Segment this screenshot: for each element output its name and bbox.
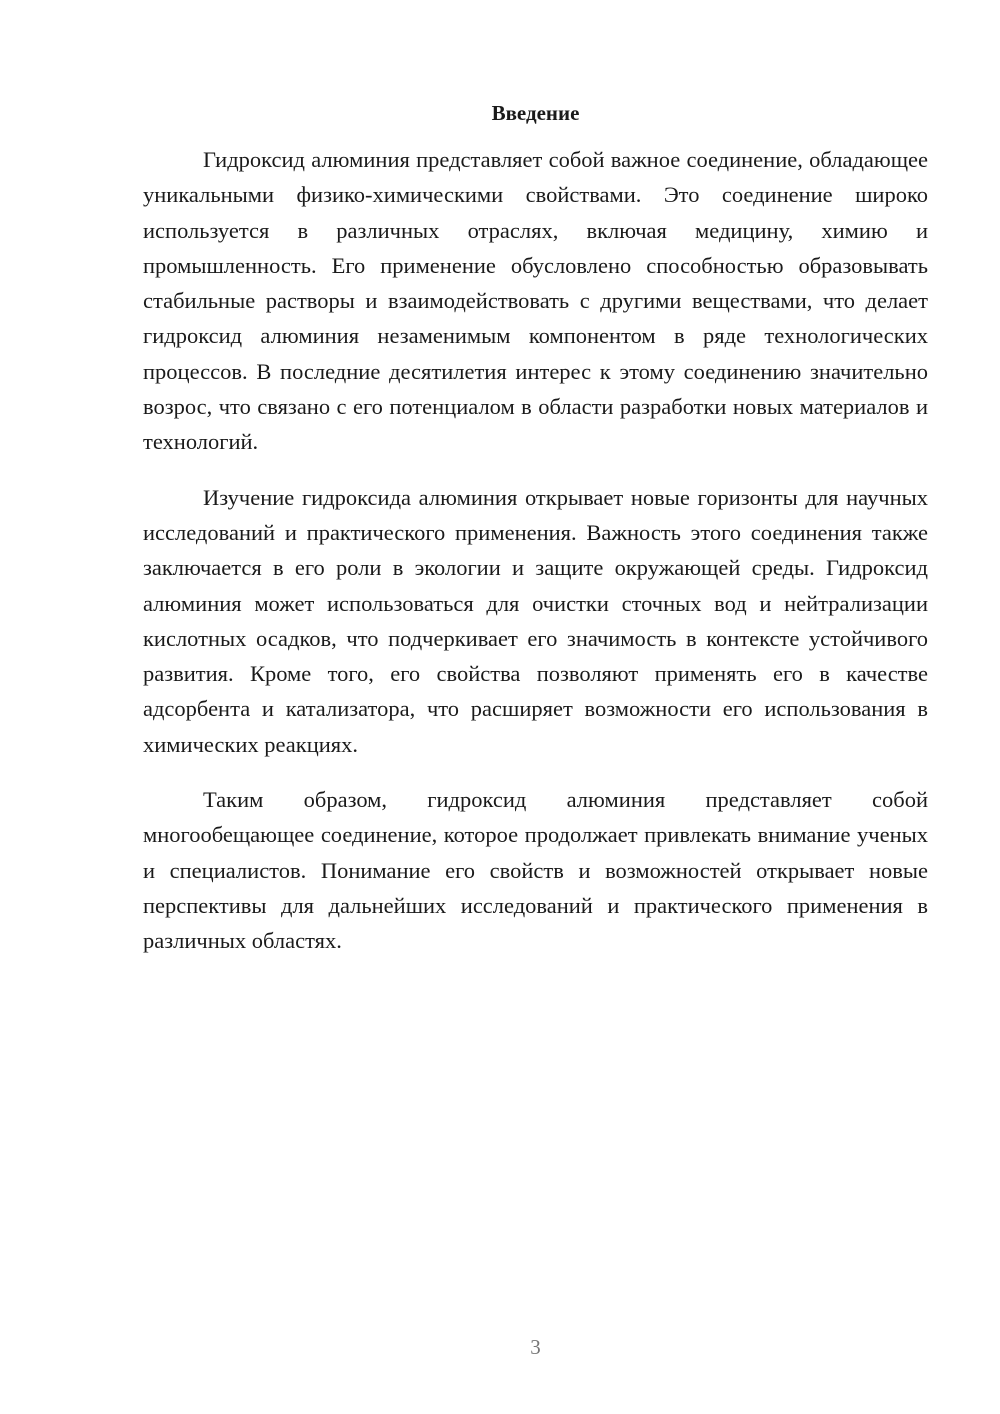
section-heading: Введение bbox=[491, 101, 580, 125]
paragraph-3: Таким образом, гидроксид алюминия представляет собой многообещающее соединение, которое продолжает привлекать внимание ученых и специалистов. Понимание его свойств и возможностей открывает новые перспективы для дальнейших исследований и практического применения в различных областях. bbox=[143, 787, 928, 954]
paragraph-1: Гидроксид алюминия представляет собой важное соединение, обладающее уникальными физико-химическими свойствами. Это соединение широко используется в различных отраслях, включая медицину, химию и промышленность. Его применение обусловлено способностью образовывать стабильные растворы и взаимодействовать с другими веществами, что делает гидроксид алюминия незаменимым компонентом в ряде технологических процессов. В последние десятилетия интерес к этому соединению значительно возрос, что связано с его потенциалом в области разработки новых материалов и технологий. bbox=[143, 147, 928, 455]
document-body bbox=[143, 142, 928, 979]
paragraph-2: Изучение гидроксида алюминия открывает новые горизонты для научных исследований и практического применения. Важность этого соединения также заключается в его роли в экологии и защите окружающей среды. Гидроксид алюминия может использоваться для очистки сточных вод и нейтрализации кислотных осадков, что подчеркивает его значимость в контексте устойчивого развития. Кроме того, его свойства позволяют применять его в качестве адсорбента и катализатора, что расширяет возможности его использования в химических реакциях. bbox=[143, 484, 928, 757]
page-number: 3 bbox=[530, 1335, 541, 1359]
